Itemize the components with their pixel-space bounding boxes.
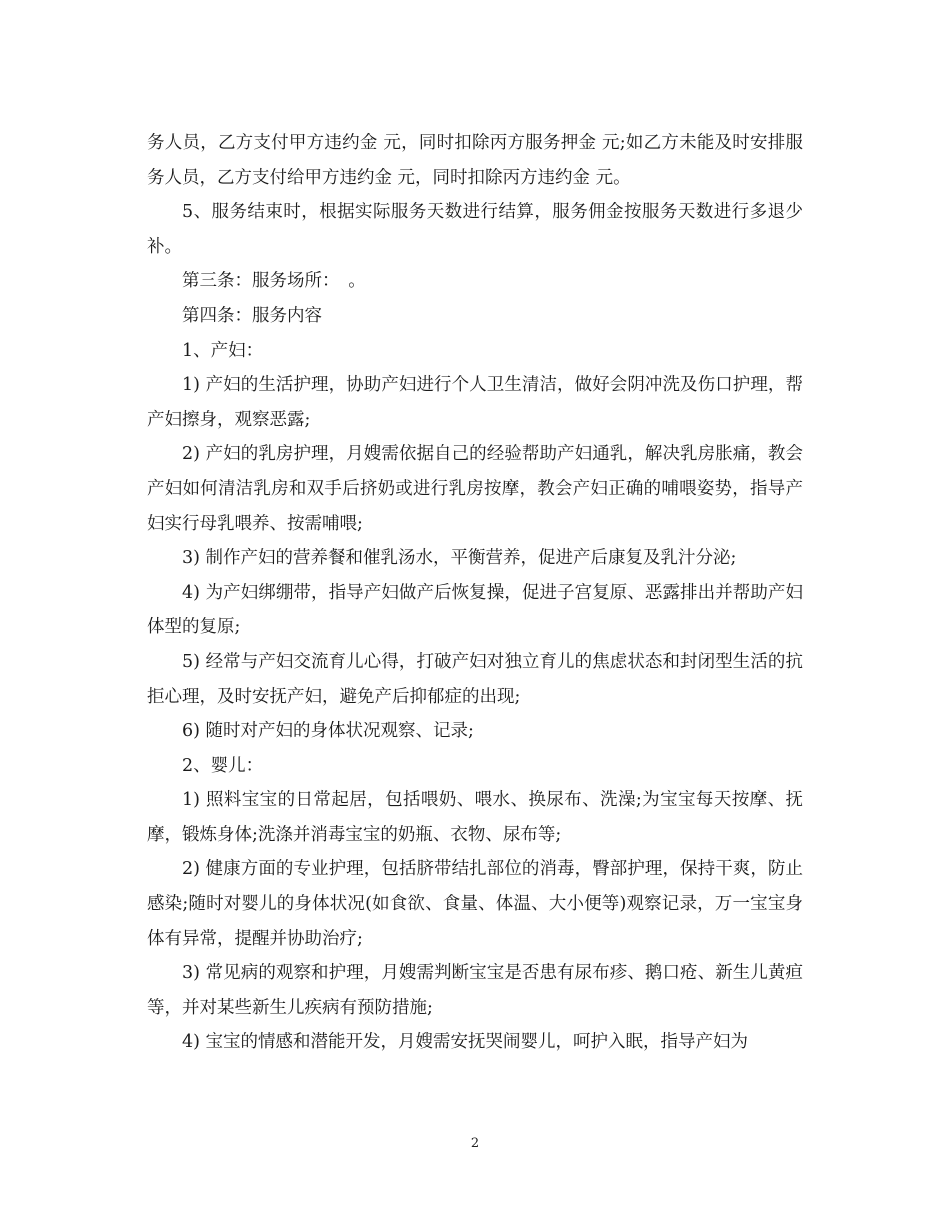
paragraph-mother-item-2: 2) 产妇的乳房护理，月嫂需依据自己的经验帮助产妇通乳，解决乳房胀痛，教会产妇如何清洁乳房和双手后挤奶或进行乳房按摩，教会产妇正确的哺喂姿势，指导产妇实行母乳喂养、按需哺喂; <box>147 444 803 534</box>
paragraph-baby-item-3: 3) 常见病的观察和护理，月嫂需判断宝宝是否患有尿布疹、鹅口疮、新生儿黄疸等，并对某些新生儿疾病有预防措施; <box>147 963 803 1018</box>
paragraph-mother-item-6: 6) 随时对产妇的身体状况观察、记录; <box>182 721 474 742</box>
paragraph-continuation: 务人员，乙方支付甲方违约金 元，同时扣除丙方服务押金 元;如乙方未能及时安排服务人员，乙方支付给甲方违约金 元，同时扣除丙方违约金 元。 <box>147 133 803 188</box>
paragraph-mother-item-5: 5) 经常与产妇交流育儿心得，打破产妇对独立育儿的焦虑状态和封闭型生活的抗拒心理，及时安抚产妇，避免产后抑郁症的出现; <box>147 651 803 707</box>
paragraph-mother-item-3: 3) 制作产妇的营养餐和催乳汤水，平衡营养，促进产后康复及乳汁分泌; <box>182 548 737 569</box>
paragraph-article-3-location: 第三条：服务场所： 。 <box>182 271 366 292</box>
paragraph-mother-item-1: 1) 产妇的生活护理，协助产妇进行个人卫生清洁，做好会阴冲洗及伤口护理，帮产妇擦身，观察恶露; <box>147 375 803 430</box>
paragraph-baby-item-2: 2) 健康方面的专业护理，包括脐带结扎部位的消毒，臀部护理，保持干爽，防止感染;随时对婴儿的身体状况(如食欲、食量、体温、大小便等)观察记录，万一宝宝身体有异常，提醒并协助治疗; <box>147 859 803 949</box>
paragraph-section-mother: 1、产妇： <box>182 340 264 361</box>
paragraph-mother-item-4: 4) 为产妇绑绷带，指导产妇做产后恢复操，促进子宫复原、恶露排出并帮助产妇体型的复原; <box>147 582 803 638</box>
document-body <box>147 126 803 1060</box>
page-number: 2 <box>470 1136 480 1151</box>
paragraph-section-baby: 2、婴儿： <box>182 755 264 776</box>
paragraph-baby-item-1: 1) 照料宝宝的日常起居，包括喂奶、喂水、换尿布、洗澡;为宝宝每天按摩、抚摩，锻炼身体;洗涤并消毒宝宝的奶瓶、衣物、尿布等; <box>147 790 803 845</box>
paragraph-clause-5-settlement: 5、服务结束时，根据实际服务天数进行结算，服务佣金按服务天数进行多退少补。 <box>147 202 803 257</box>
paragraph-article-4-heading: 第四条：服务内容 <box>182 305 322 326</box>
paragraph-baby-item-4: 4) 宝宝的情感和潜能开发，月嫂需安抚哭闹婴儿，呵护入眠，指导产妇为 <box>182 1032 749 1053</box>
